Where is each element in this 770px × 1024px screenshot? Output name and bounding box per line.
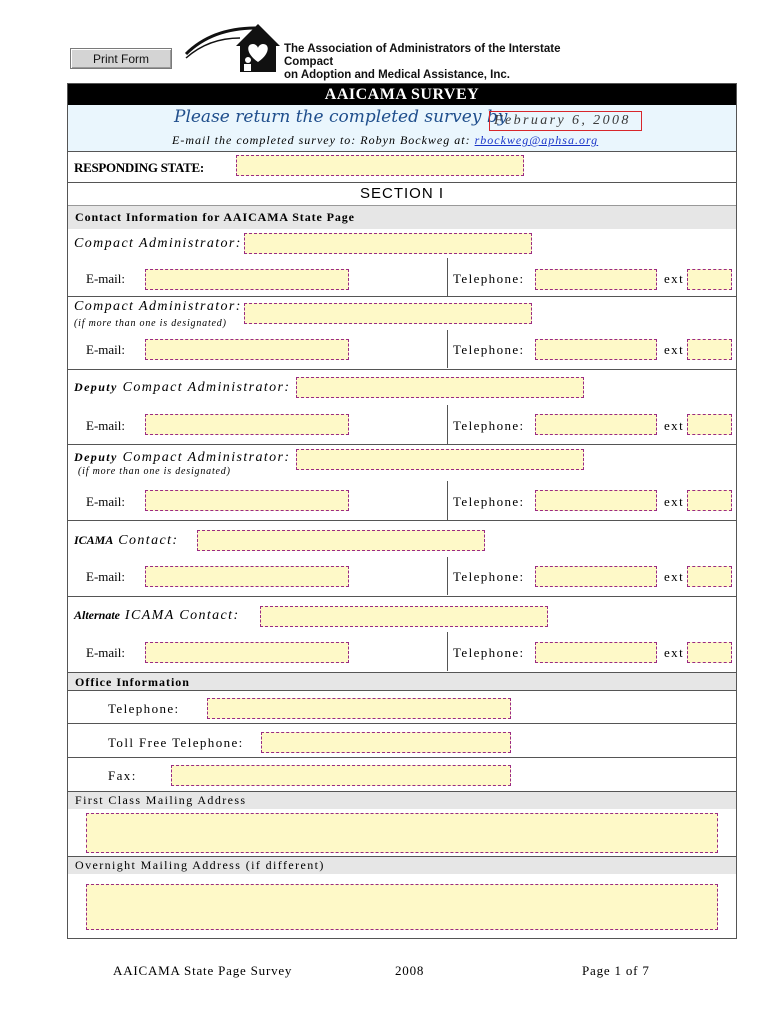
deputy-compact-administrator-field[interactable] (296, 377, 584, 398)
email-label: E-mail: (86, 494, 125, 509)
house-heart-logo-icon (184, 20, 284, 76)
office-telephone-field[interactable] (207, 698, 511, 719)
telephone-label: Telephone: (453, 418, 525, 433)
ext-label: ext (664, 271, 685, 286)
contact-4-label (74, 450, 290, 466)
contact-4-label-bold: Deputy (74, 450, 118, 464)
deputy-2-email-field[interactable] (145, 490, 349, 511)
alternate-icama-telephone-field[interactable] (535, 642, 657, 663)
contact-6-label (74, 608, 240, 624)
compact-administrator-2-telephone-field[interactable] (535, 339, 657, 360)
section-title: SECTION I (359, 185, 444, 202)
deputy-2-telephone-field[interactable] (535, 490, 657, 511)
office-info-header: Office Information (75, 675, 190, 689)
compact-administrator-2-field[interactable] (244, 303, 532, 324)
ext-label: ext (664, 418, 685, 433)
compact-administrator-2-ext-field[interactable] (687, 339, 732, 360)
email-label: E-mail: (86, 569, 125, 584)
first-class-address-label: First Class Mailing Address (75, 793, 247, 807)
contact-6-label-italic: ICAMA Contact: (124, 608, 240, 623)
ext-label: ext (664, 645, 685, 660)
toll-free-field[interactable] (261, 732, 511, 753)
organization-name (284, 43, 584, 82)
alternate-icama-contact-field[interactable] (260, 606, 548, 627)
org-line-2: on Adoption and Medical Assistance, Inc. (284, 69, 510, 81)
deputy-2-ext-field[interactable] (687, 490, 732, 511)
contact-2-label: Compact Administrator: (74, 299, 242, 314)
responding-state-label: RESPONDING STATE: (74, 160, 204, 175)
icama-contact-ext-field[interactable] (687, 566, 732, 587)
contact-2-note: (if more than one is designated) (74, 318, 227, 329)
deputy-email-field[interactable] (145, 414, 349, 435)
ext-label: ext (664, 569, 685, 584)
email-label: E-mail: (86, 342, 125, 357)
overnight-address-field[interactable] (86, 884, 718, 930)
email-label: E-mail: (86, 418, 125, 433)
fax-label: Fax: (108, 768, 137, 783)
contact-3-label (74, 380, 290, 396)
due-date: February 6, 2008 (489, 111, 642, 131)
footer-title: AAICAMA State Page Survey (113, 963, 293, 978)
footer-page-number: Page 1 of 7 (582, 963, 650, 978)
print-form-button[interactable]: Print Form (70, 48, 172, 69)
compact-administrator-telephone-field[interactable] (535, 269, 657, 290)
responding-state-field[interactable] (236, 155, 524, 176)
alternate-icama-email-field[interactable] (145, 642, 349, 663)
toll-free-label: Toll Free Telephone: (108, 735, 244, 750)
return-instructions: Please return the completed survey by (174, 107, 508, 127)
email-label: E-mail: (86, 271, 125, 286)
contact-3-label-bold: Deputy (74, 380, 118, 394)
telephone-label: Telephone: (453, 569, 525, 584)
icama-contact-field[interactable] (197, 530, 485, 551)
survey-title: AAICAMA SURVEY (68, 84, 736, 105)
footer-year: 2008 (395, 963, 425, 978)
contact-4-note: (if more than one is designated) (78, 466, 231, 477)
email-link[interactable]: rbockweg@aphsa.org (474, 133, 599, 147)
compact-administrator-email-field[interactable] (145, 269, 349, 290)
contact-6-label-bold: Alternate (74, 608, 121, 622)
telephone-label: Telephone: (453, 342, 525, 357)
email-instructions (172, 133, 598, 148)
compact-administrator-field[interactable] (244, 233, 532, 254)
overnight-address-label: Overnight Mailing Address (if different) (75, 858, 325, 872)
first-class-address-field[interactable] (86, 813, 718, 853)
contact-5-label-bold: ICAMA (74, 533, 114, 547)
compact-administrator-ext-field[interactable] (687, 269, 732, 290)
compact-administrator-2-email-field[interactable] (145, 339, 349, 360)
deputy-telephone-field[interactable] (535, 414, 657, 435)
telephone-label: Telephone: (453, 494, 525, 509)
email-instructions-text: E-mail the completed survey to: Robyn Bockweg at: (172, 133, 475, 147)
contact-4-label-italic: Compact Administrator: (122, 450, 291, 465)
ext-label: ext (664, 494, 685, 509)
org-line-1: The Association of Administrators of the Interstate Compact (284, 43, 561, 68)
contact-5-label (74, 533, 178, 549)
contact-1-label: Compact Administrator: (74, 236, 242, 251)
office-telephone-label: Telephone: (108, 701, 180, 716)
contact-3-label-italic: Compact Administrator: (122, 380, 291, 395)
icama-contact-telephone-field[interactable] (535, 566, 657, 587)
contact-5-label-italic: Contact: (118, 533, 179, 548)
fax-field[interactable] (171, 765, 511, 786)
icama-contact-email-field[interactable] (145, 566, 349, 587)
telephone-label: Telephone: (453, 645, 525, 660)
alternate-icama-ext-field[interactable] (687, 642, 732, 663)
deputy-compact-administrator-2-field[interactable] (296, 449, 584, 470)
ext-label: ext (664, 342, 685, 357)
contact-info-header: Contact Information for AAICAMA State Page (75, 210, 355, 224)
email-label: E-mail: (86, 645, 125, 660)
deputy-ext-field[interactable] (687, 414, 732, 435)
telephone-label: Telephone: (453, 271, 525, 286)
